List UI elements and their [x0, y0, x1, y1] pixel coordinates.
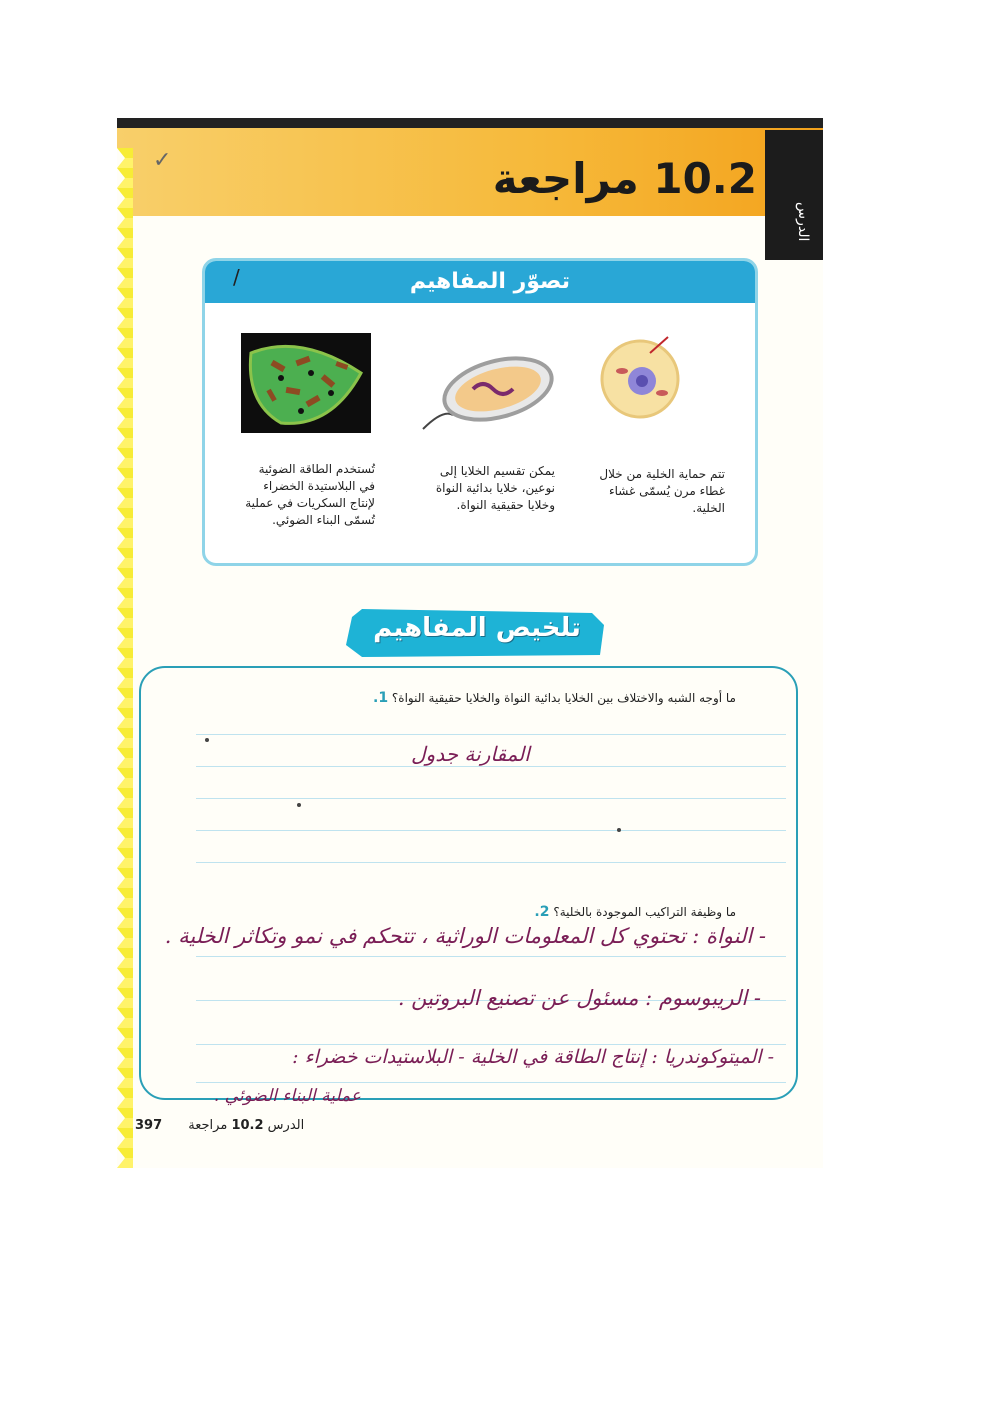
- caption-photosynthesis: تُستخدم الطاقة الضوئية في البلاستيدة الخضراء لإنتاج السكريات في عملية تُسمّى البناء الضوئي.: [245, 462, 375, 527]
- pen-slash-mark: /: [233, 265, 240, 289]
- bacterium-image: [413, 349, 555, 441]
- ruled-line: [196, 798, 786, 799]
- question-1-text: ما أوجه الشبه والاختلاف بين الخلايا بدائية النواة والخلايا حقيقية النواة؟: [391, 691, 736, 705]
- handwritten-answer-2-mitochondria: - الميتوكوندريا : إنتاج الطاقة في الخلية - البلاستيدات خضراء :: [292, 1046, 774, 1068]
- visualize-title: تصوّر المفاهيم: [409, 269, 570, 294]
- ruled-line: [196, 956, 786, 957]
- handwritten-answer-2-photosynthesis: عملية البناء الضوئي .: [213, 1086, 361, 1106]
- questions-box: [139, 666, 798, 1106]
- visualize-title-bar: [205, 261, 755, 303]
- handwritten-answer-2-nucleus: - النواة : تحتوي كل المعلومات الوراثية ، تتحكم في نمو وتكاثر الخلية .: [164, 924, 766, 948]
- ruled-line: [196, 862, 786, 863]
- footer-lesson-title: مراجعة: [188, 1118, 228, 1133]
- yellow-edge-decoration: [117, 148, 133, 1168]
- handwritten-answer-2-ribosome: - الريبوسوم : مسئول عن تصنيع البروتين .: [397, 986, 761, 1010]
- caption-cell-types: يمكن تقسيم الخلايا إلى نوعين، خلايا بدائية النواة وخلايا حقيقية النواة.: [435, 464, 555, 512]
- page-number: 397: [135, 1118, 163, 1133]
- question-2: [534, 904, 736, 920]
- question-2-number: 2.: [534, 904, 550, 920]
- page-footer: [135, 1118, 304, 1133]
- footer-lesson-label: الدرس: [267, 1118, 305, 1133]
- page-title: 10.2 مراجعة: [492, 154, 757, 203]
- ruled-line: [196, 1044, 786, 1045]
- scan-speck: [205, 738, 209, 742]
- caption-cell-membrane: تتم حماية الخلية من خلال غطاء مرن يُسمّى غشاء الخلية.: [599, 467, 725, 515]
- ruled-line: [196, 830, 786, 831]
- scan-speck: [297, 803, 301, 807]
- footer-lesson-number: 10.2: [231, 1118, 264, 1133]
- summary-title: تلخيص المفاهيم: [373, 613, 581, 643]
- question-2-text: ما وظيفة التراكيب الموجودة بالخلية؟: [553, 905, 736, 919]
- question-1-number: 1.: [373, 690, 389, 706]
- animal-cell-image: [598, 331, 688, 421]
- chloroplast-image: [241, 333, 371, 433]
- ruled-line: [196, 1082, 786, 1083]
- visualize-concepts-box: [202, 258, 758, 566]
- lesson-side-tab: [765, 130, 823, 260]
- lesson-tab-label: الدرس: [795, 202, 811, 242]
- ruled-line: [196, 734, 786, 735]
- check-mark-icon: ✓: [153, 148, 172, 173]
- textbook-page: [117, 118, 823, 1168]
- question-1: [373, 690, 736, 706]
- footer-lesson: [188, 1118, 304, 1133]
- scan-speck: [617, 828, 621, 832]
- summary-banner: [342, 605, 612, 661]
- handwritten-answer-1: المقارنة جدول: [411, 742, 530, 766]
- ruled-line: [196, 766, 786, 767]
